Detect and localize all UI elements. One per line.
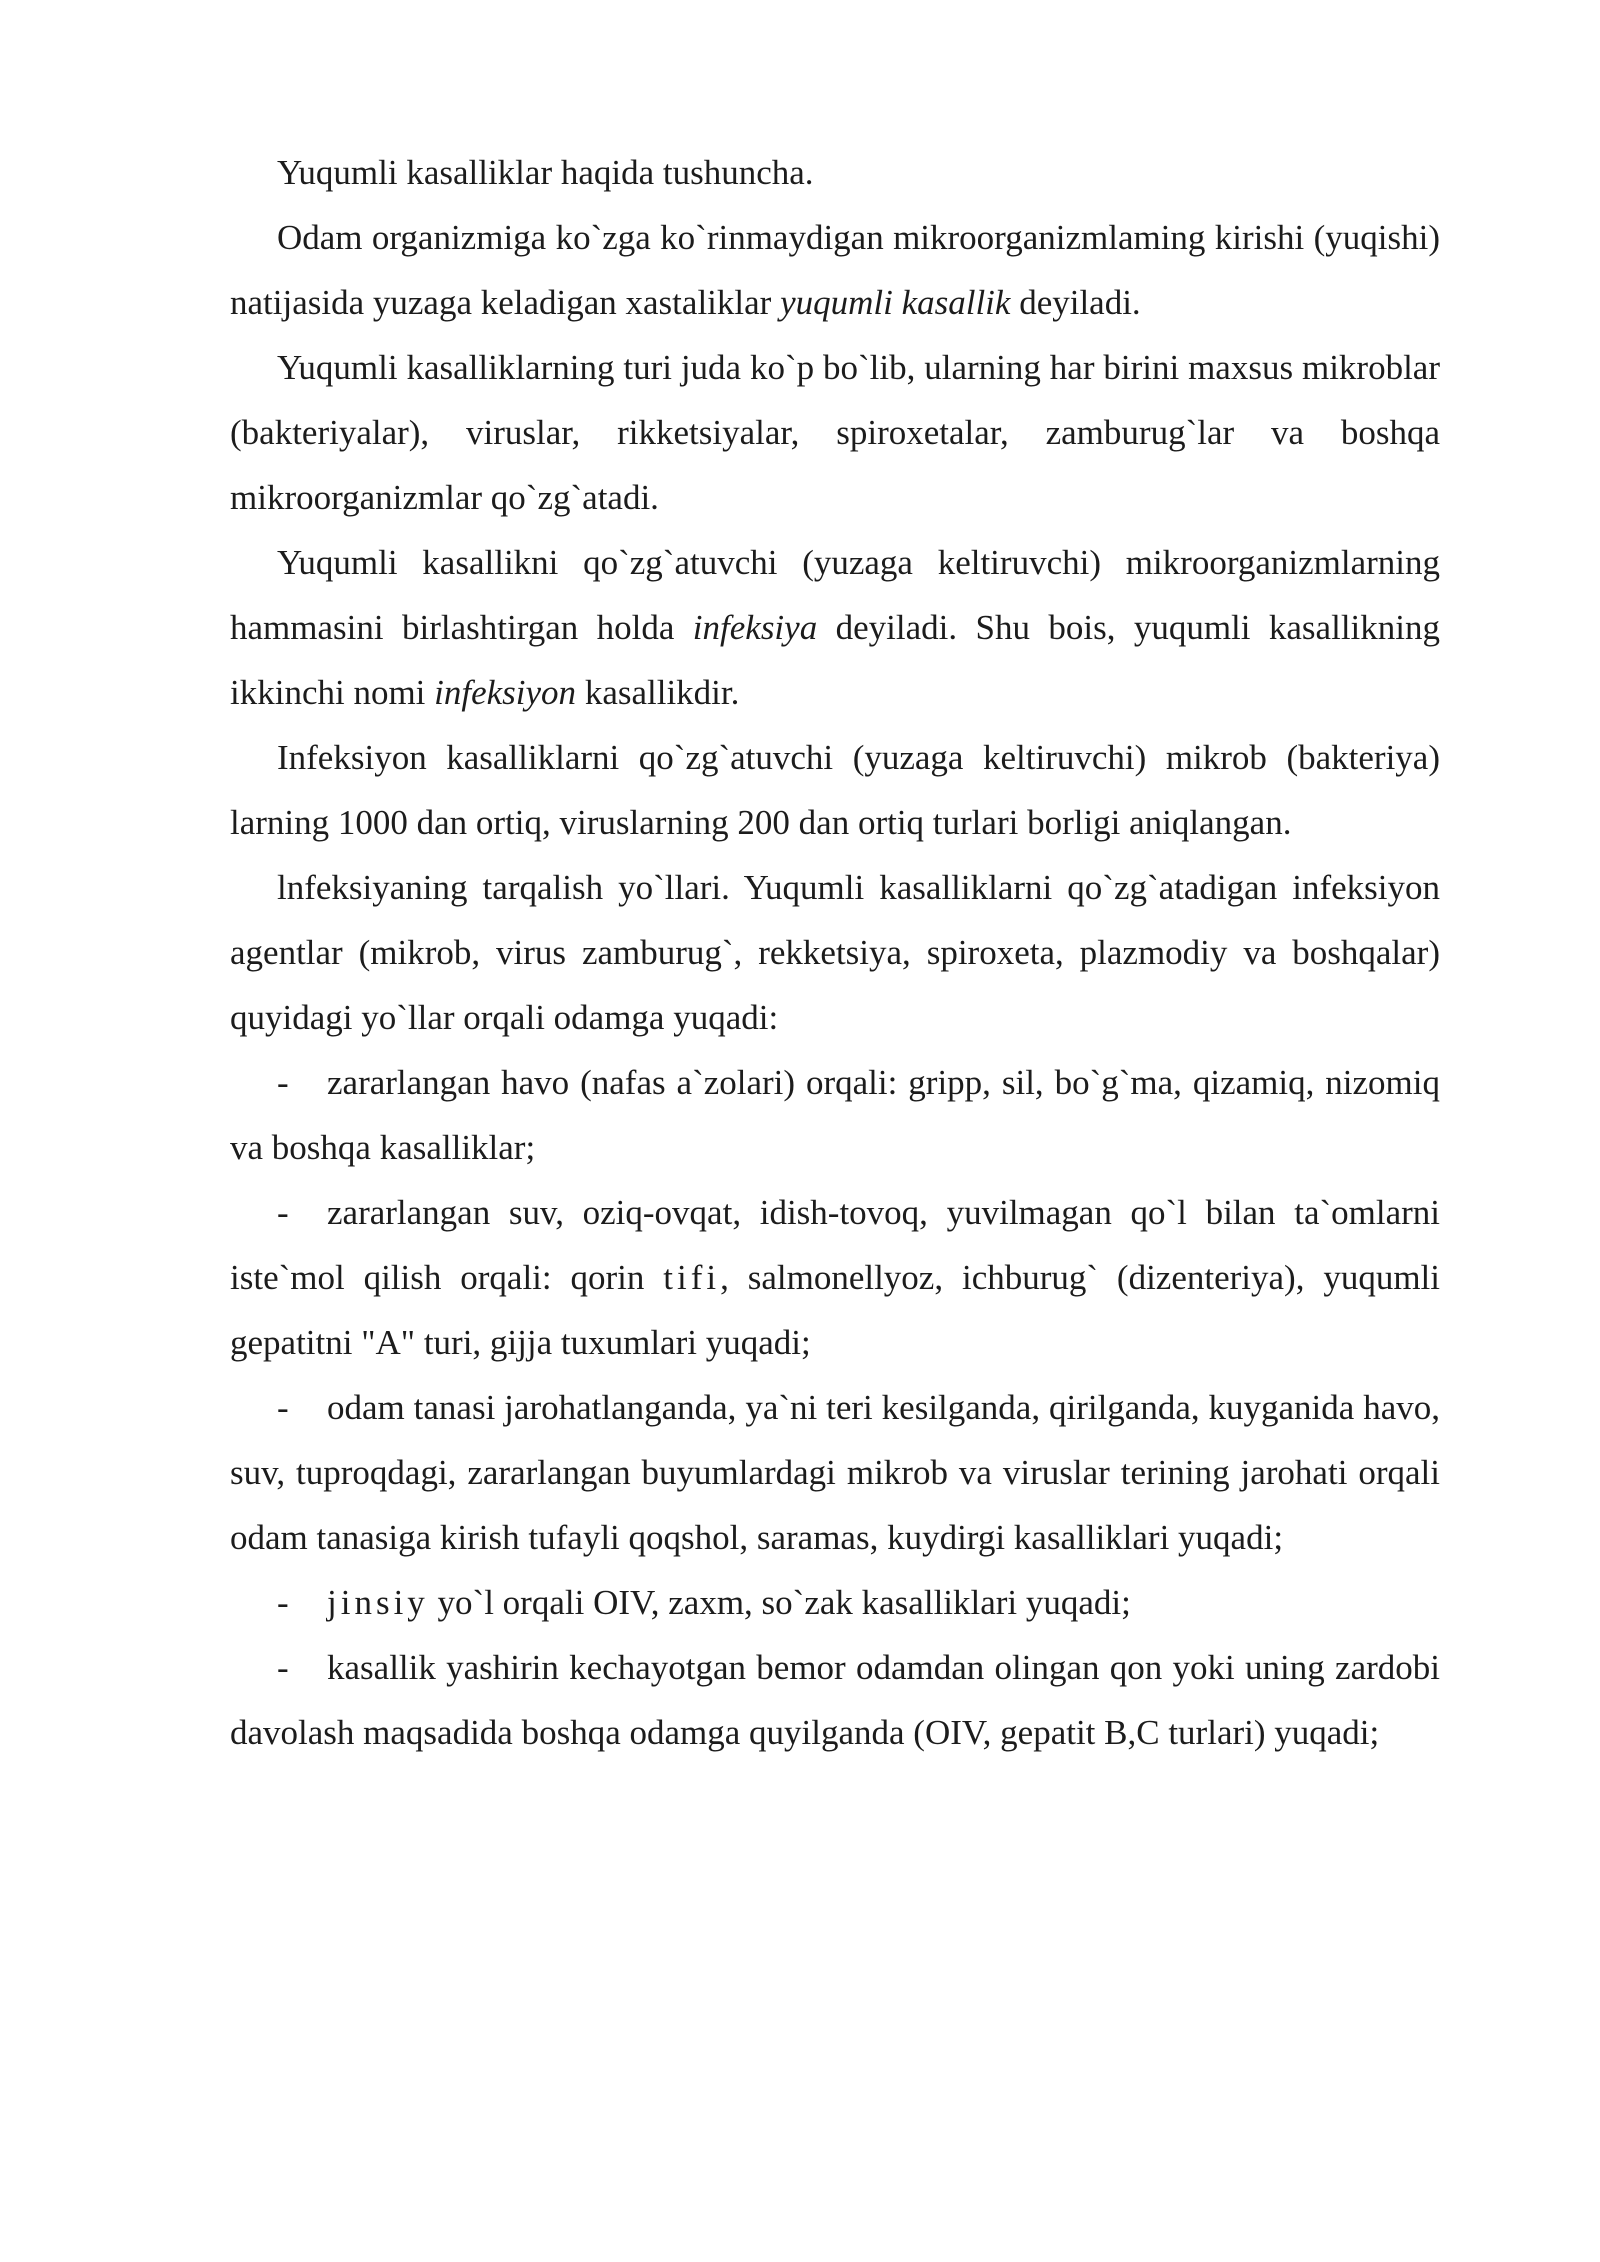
list-item-text: , salmonellyoz, ichburug` (dizenteriya), yuqumli gepatitni "A" turi, gijja tuxumlari yuqadi; (230, 1258, 1440, 1362)
paragraph-text: Yuqumli kasalliklarning turi juda ko`p bo`lib, ularning har birini maxsus mikroblar (bakteriyalar), viruslar, rikketsiyalar, spiroxetalar, zamburug`lar va boshqa mikroorganizmlar qo`zg`atadi. (230, 348, 1440, 517)
document-body (230, 140, 1440, 1765)
list-dash: - (277, 1648, 289, 1687)
paragraph-transmission (230, 855, 1440, 1050)
list-dash: - (277, 1063, 289, 1102)
list-item-blood (230, 1635, 1440, 1765)
paragraph-text: kasallikdir. (576, 673, 740, 712)
paragraph-types (230, 335, 1440, 530)
list-item-text: zararlangan havo (nafas a`zolari) orqali: gripp, sil, bo`g`ma, qizamiq, nizomiq va boshqa kasalliklar; (230, 1063, 1440, 1167)
list-item-sexual (230, 1570, 1440, 1635)
paragraph-infection (230, 530, 1440, 725)
spaced-term: tifi (663, 1258, 721, 1297)
list-item-wound (230, 1375, 1440, 1570)
list-item-text: odam tanasi jarohatlanganda, ya`ni teri kesilganda, qirilganda, kuyganida havo, suv, tuproqdagi, zararlangan buyumlardagi mikrob va viruslar terining jarohati orqali odam tanasiga kirish tufayli qoqshol, saramas, kuydirgi kasalliklari yuqadi; (230, 1388, 1440, 1557)
paragraph-text: deyiladi. Shu bois, yuqumli kasallikning ikkinchi nomi (230, 608, 1440, 712)
list-dash: - (277, 1583, 289, 1622)
section-heading-text: Yuqumli kasalliklar haqida tushuncha. (277, 153, 814, 192)
list-item-food (230, 1180, 1440, 1375)
list-dash: - (277, 1388, 289, 1427)
list-item-airborne (230, 1050, 1440, 1180)
paragraph-text: Odam organizmiga ko`zga ko`rinmaydigan mikroorganizmlaming kirishi (yuqishi) natijasida yuzaga keladigan xastaliklar (230, 218, 1440, 322)
paragraph-text: Yuqumli kasallikni qo`zg`atuvchi (yuzaga keltiruvchi) mikroorganizmlarning hammasini birlashtirgan holda (230, 543, 1440, 647)
paragraph-counts (230, 725, 1440, 855)
italic-term: yuqumli kasallik (780, 283, 1011, 322)
list-item-text: zararlangan suv, oziq-ovqat, idish-tovoq, yuvilmagan qo`l bilan ta`omlarni iste`mol qilish orqali: qorin (230, 1193, 1440, 1297)
spaced-term: jinsiy (327, 1583, 429, 1622)
italic-term: infeksiyon (434, 673, 577, 712)
paragraph-text: lnfeksiyaning tarqalish yo`llari. Yuqumli kasalliklarni qo`zg`atadigan infeksiyon agentlar (mikrob, virus zamburug`, rekketsiya, spiroxeta, plazmodiy va boshqalar) quyidagi yo`llar orqali odamga yuqadi: (230, 868, 1440, 1037)
list-item-text: yo`l orqali OIV, zaxm, so`zak kasalliklari yuqadi; (428, 1583, 1131, 1622)
italic-term: infeksiya (692, 608, 818, 647)
list-dash: - (277, 1193, 289, 1232)
section-heading (230, 140, 1440, 205)
paragraph-text: deyiladi. (1010, 283, 1141, 322)
list-item-text: kasallik yashirin kechayotgan bemor odamdan olingan qon yoki uning zardobi davolash maqsadida boshqa odamga quyilganda (OIV, gepatit B,C turlari) yuqadi; (230, 1648, 1440, 1752)
paragraph-text: Infeksiyon kasalliklarni qo`zg`atuvchi (yuzaga keltiruvchi) mikrob (bakteriya) larning 1000 dan ortiq, viruslarning 200 dan ortiq turlari borligi aniqlangan. (230, 738, 1440, 842)
paragraph-definition (230, 205, 1440, 335)
